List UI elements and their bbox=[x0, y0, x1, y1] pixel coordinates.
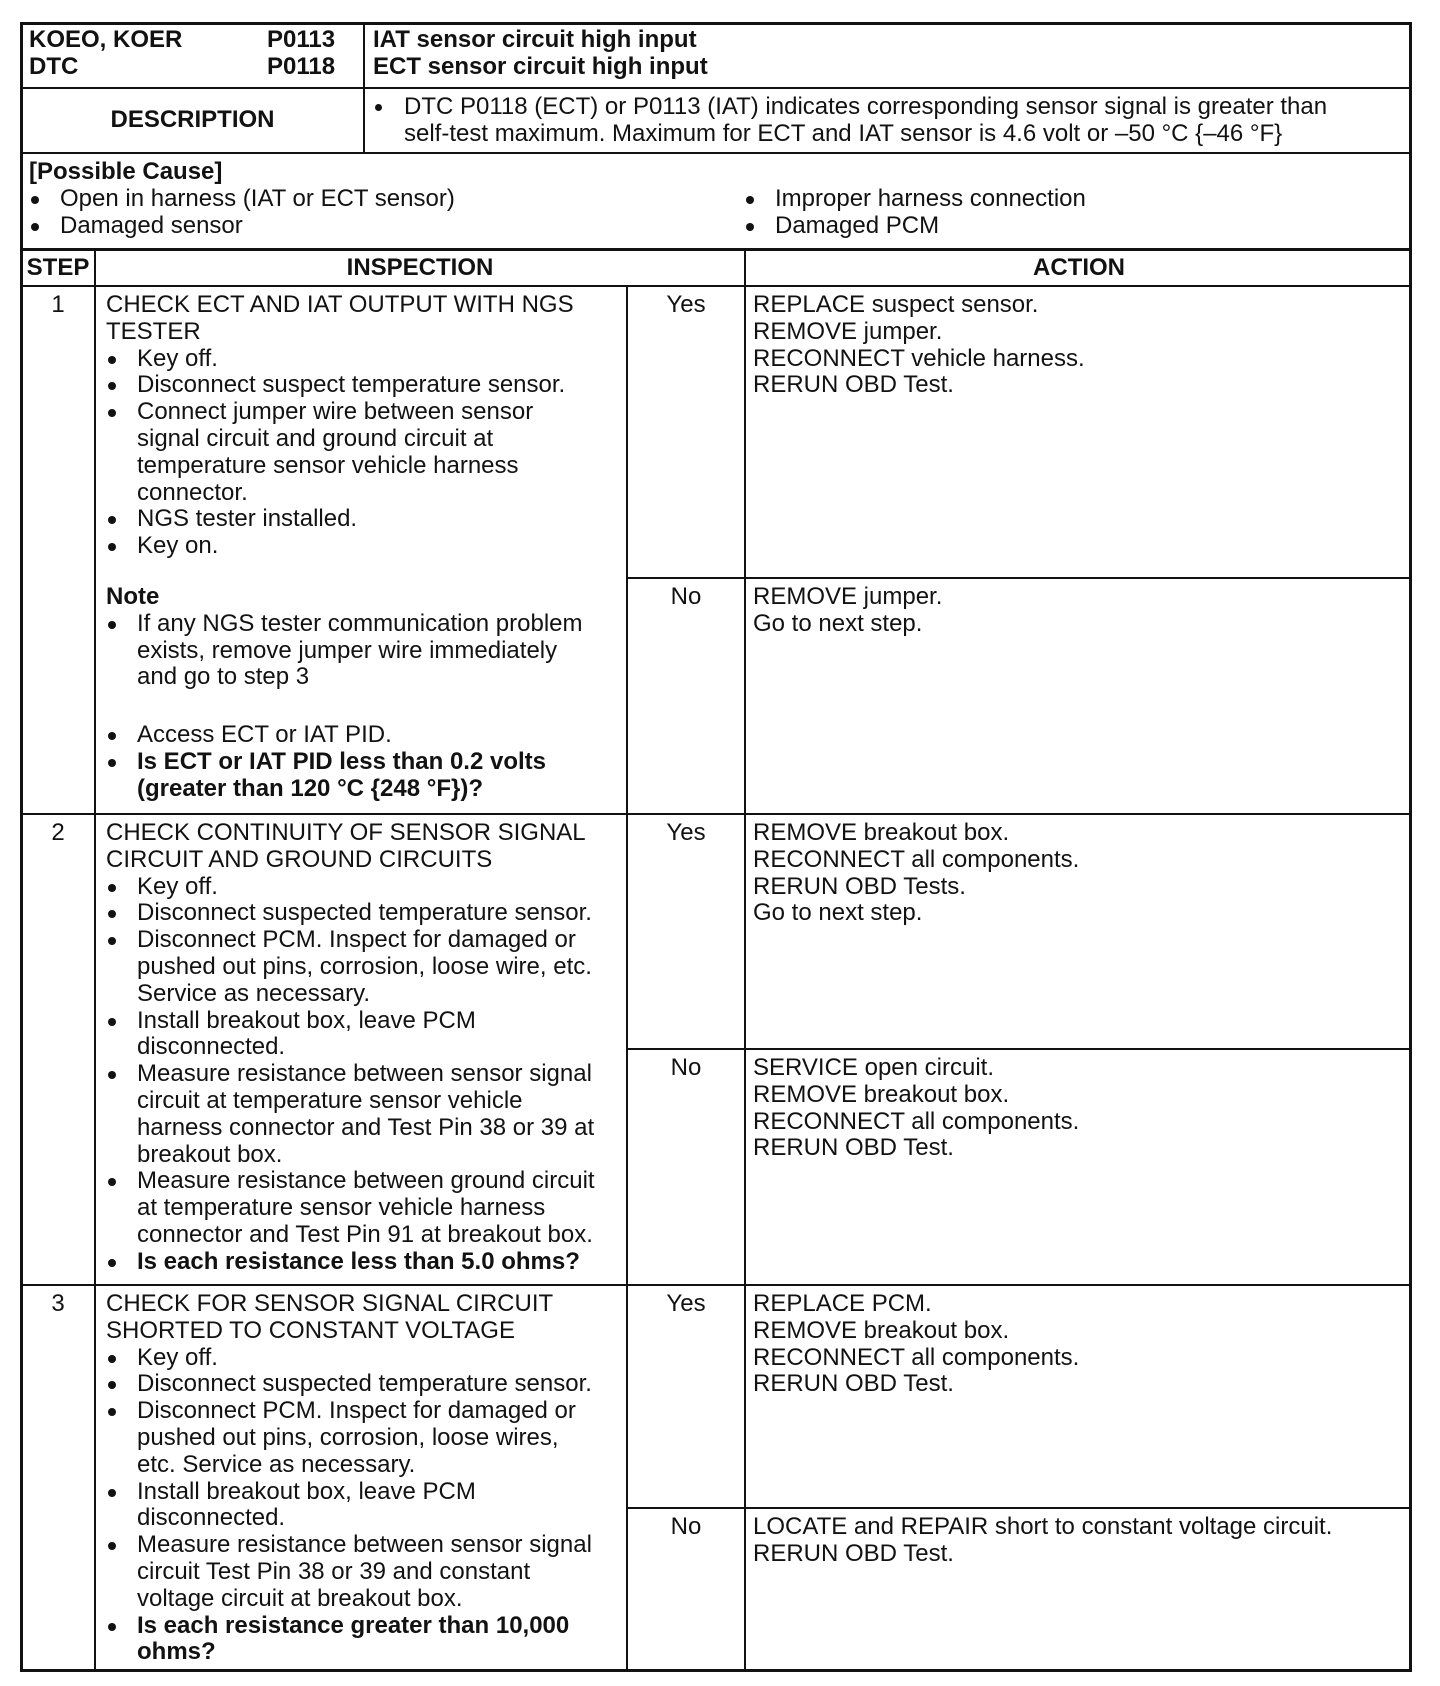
column-header-step bbox=[20, 248, 94, 285]
bullet-icon bbox=[108, 382, 116, 390]
note-item bbox=[106, 611, 626, 691]
bullet-icon bbox=[375, 104, 382, 111]
check-text: Measure resistance between sensor signal bbox=[137, 1060, 592, 1088]
action-line: SERVICE open circuit. bbox=[753, 1054, 994, 1081]
possible-cause-title: [Possible Cause] bbox=[29, 158, 223, 185]
check-text: disconnected. bbox=[137, 1033, 286, 1061]
action-line: Go to next step. bbox=[753, 899, 923, 927]
question-text: ohms? bbox=[137, 1638, 216, 1666]
check-item bbox=[106, 533, 626, 560]
question-text: Is each resistance less than 5.0 ohms? bbox=[137, 1247, 580, 1275]
check-text: temperature sensor vehicle harness bbox=[137, 451, 519, 479]
description-label: DESCRIPTION bbox=[110, 106, 275, 134]
note-text: and go to step 3 bbox=[137, 663, 310, 691]
dtc-label: DTC bbox=[29, 52, 79, 80]
bullet-icon bbox=[746, 223, 754, 231]
step-number: 2 bbox=[51, 819, 65, 846]
question-text: Is ECT or IAT PID less than 0.2 volts bbox=[137, 747, 546, 775]
check-item bbox=[106, 900, 626, 927]
check-item bbox=[106, 346, 626, 373]
bullet-icon bbox=[108, 543, 116, 551]
action-line: RECONNECT all components. bbox=[753, 1107, 1080, 1135]
check-text: Key off. bbox=[137, 344, 218, 372]
cause-text: Damaged PCM bbox=[775, 211, 940, 239]
step-2-no-label-cell bbox=[626, 1048, 744, 1284]
check-text: Key off. bbox=[137, 872, 218, 900]
bullet-icon bbox=[108, 732, 116, 740]
no-label: No bbox=[670, 1054, 702, 1081]
check-text: connector. bbox=[137, 478, 248, 506]
check-text: Measure resistance between ground circuit bbox=[137, 1167, 595, 1195]
action-line: RERUN OBD Test. bbox=[753, 371, 954, 399]
action-line: RECONNECT all components. bbox=[753, 845, 1080, 873]
action-line: REPLACE suspect sensor. bbox=[753, 291, 1039, 318]
bullet-icon bbox=[108, 516, 116, 524]
bullet-icon bbox=[108, 1071, 116, 1079]
step-3-no-action bbox=[744, 1507, 1412, 1672]
check-item bbox=[106, 1061, 626, 1168]
bullet-icon bbox=[108, 884, 116, 892]
note-title: Note bbox=[106, 582, 160, 610]
action-line: RERUN OBD Test. bbox=[753, 1134, 954, 1162]
step-title-line: TESTER bbox=[106, 317, 201, 345]
action-line: RERUN OBD Tests. bbox=[753, 872, 966, 900]
check-text: Connect jumper wire between sensor bbox=[137, 398, 534, 426]
check-item bbox=[106, 1479, 626, 1533]
action-line: Go to next step. bbox=[753, 609, 923, 637]
step-1-no-label-cell bbox=[626, 577, 744, 813]
check-text: breakout box. bbox=[137, 1140, 283, 1168]
action-line: RECONNECT vehicle harness. bbox=[753, 344, 1085, 372]
step-3-yes-action bbox=[744, 1284, 1412, 1507]
yes-label: Yes bbox=[666, 1290, 706, 1317]
dtc-title-ect: ECT sensor circuit high input bbox=[373, 52, 708, 80]
step-3-no-label-cell bbox=[626, 1507, 744, 1672]
check-text: Install breakout box, leave PCM bbox=[137, 1006, 476, 1034]
bullet-icon bbox=[108, 1623, 116, 1631]
list-item bbox=[744, 213, 1086, 240]
check-item bbox=[106, 722, 626, 749]
dtc-title-cell bbox=[363, 22, 1412, 87]
dtc-mode-cell bbox=[20, 22, 363, 87]
check-text: Key on. bbox=[137, 532, 219, 560]
check-item bbox=[106, 506, 626, 533]
check-text: Disconnect PCM. Inspect for damaged or bbox=[137, 1397, 576, 1425]
bullet-icon bbox=[108, 1542, 116, 1550]
check-item bbox=[106, 874, 626, 901]
action-line: RERUN OBD Test. bbox=[753, 1539, 954, 1567]
step-title-line: CHECK CONTINUITY OF SENSOR SIGNAL bbox=[106, 819, 586, 846]
check-text: circuit Test Pin 38 or 39 and constant bbox=[137, 1557, 531, 1585]
bullet-icon bbox=[108, 356, 116, 364]
list-item bbox=[744, 186, 1086, 213]
list-item bbox=[29, 186, 744, 213]
possible-cause-right-list bbox=[744, 186, 1086, 240]
check-item bbox=[106, 1398, 626, 1478]
check-text: Key off. bbox=[137, 1343, 218, 1371]
check-text: Install breakout box, leave PCM bbox=[137, 1477, 476, 1505]
possible-cause-left-list bbox=[29, 186, 744, 240]
bullet-icon bbox=[108, 1355, 116, 1363]
possible-cause-cell bbox=[20, 152, 1412, 248]
check-text: NGS tester installed. bbox=[137, 505, 358, 533]
cause-text: Improper harness connection bbox=[775, 184, 1086, 212]
bullet-icon bbox=[108, 937, 116, 945]
description-bullet bbox=[373, 94, 1412, 148]
check-text: pushed out pins, corrosion, loose wires, bbox=[137, 1423, 559, 1451]
no-label: No bbox=[670, 583, 702, 610]
action-line: REMOVE jumper. bbox=[753, 317, 943, 345]
step-1-yes-label-cell bbox=[626, 285, 744, 577]
yes-label: Yes bbox=[666, 819, 706, 846]
step-2-number-cell bbox=[20, 813, 94, 1284]
bullet-icon bbox=[108, 409, 116, 417]
step-3-yes-label-cell bbox=[626, 1284, 744, 1507]
step-1-number-cell bbox=[20, 285, 94, 813]
list-item bbox=[29, 213, 744, 240]
bullet-icon bbox=[108, 1178, 116, 1186]
step-question bbox=[106, 1613, 626, 1667]
bullet-icon bbox=[108, 910, 116, 918]
no-label: No bbox=[670, 1513, 702, 1540]
action-line: LOCATE and REPAIR short to constant voltage circuit. bbox=[753, 1513, 1333, 1540]
check-text: harness connector and Test Pin 38 or 39 at bbox=[137, 1113, 595, 1141]
step-1-no-action bbox=[744, 577, 1412, 813]
check-text: at temperature sensor vehicle harness bbox=[137, 1194, 546, 1222]
check-item bbox=[106, 927, 626, 1007]
bullet-icon bbox=[108, 759, 116, 767]
step-2-yes-action bbox=[744, 813, 1412, 1048]
check-text: Disconnect suspect temperature sensor. bbox=[137, 371, 566, 399]
step-question bbox=[106, 749, 626, 803]
action-line: REMOVE breakout box. bbox=[753, 819, 1010, 846]
action-line: REMOVE breakout box. bbox=[753, 1080, 1010, 1108]
check-item bbox=[106, 372, 626, 399]
check-item bbox=[106, 1532, 626, 1612]
check-text: Disconnect suspected temperature sensor. bbox=[137, 1370, 592, 1398]
step-3-inspection bbox=[94, 1284, 626, 1672]
check-text: pushed out pins, corrosion, loose wire, etc. bbox=[137, 952, 592, 980]
check-item bbox=[106, 1168, 626, 1248]
description-line: DTC P0118 (ECT) or P0113 (IAT) indicates corresponding sensor signal is greater than bbox=[404, 93, 1328, 120]
step-number: 1 bbox=[51, 291, 65, 318]
action-line: REPLACE PCM. bbox=[753, 1290, 932, 1317]
action-line: REMOVE jumper. bbox=[753, 583, 943, 610]
column-header-step-label: STEP bbox=[26, 253, 90, 281]
step-title-line: CIRCUIT AND GROUND CIRCUITS bbox=[106, 845, 493, 873]
step-question bbox=[106, 1249, 626, 1276]
bullet-icon bbox=[108, 1381, 116, 1389]
note-text: If any NGS tester communication problem bbox=[137, 609, 583, 637]
check-text: connector and Test Pin 91 at breakout box. bbox=[137, 1220, 593, 1248]
step-number: 3 bbox=[51, 1290, 65, 1317]
action-line: REMOVE breakout box. bbox=[753, 1316, 1010, 1344]
step-title-line: CHECK ECT AND IAT OUTPUT WITH NGS bbox=[106, 291, 574, 318]
yes-label: Yes bbox=[666, 291, 706, 318]
question-text: Is each resistance greater than 10,000 bbox=[137, 1611, 570, 1639]
step-2-no-action bbox=[744, 1048, 1412, 1284]
check-text: voltage circuit at breakout box. bbox=[137, 1584, 463, 1612]
mode-label: KOEO, KOER bbox=[29, 26, 183, 53]
check-item bbox=[106, 399, 626, 506]
check-item bbox=[106, 1371, 626, 1398]
bullet-icon bbox=[746, 196, 754, 204]
check-text: disconnected. bbox=[137, 1504, 286, 1532]
cause-text: Open in harness (IAT or ECT sensor) bbox=[60, 184, 455, 212]
check-text: circuit at temperature sensor vehicle bbox=[137, 1086, 523, 1114]
step-1-inspection bbox=[94, 285, 626, 813]
check-text: etc. Service as necessary. bbox=[137, 1450, 416, 1478]
step-2-yes-label-cell bbox=[626, 813, 744, 1048]
check-text: Measure resistance between sensor signal bbox=[137, 1531, 592, 1559]
check-text: Service as necessary. bbox=[137, 979, 370, 1007]
bullet-icon bbox=[108, 1489, 116, 1497]
check-item bbox=[106, 1008, 626, 1062]
description-text-cell bbox=[363, 87, 1412, 152]
action-line: RECONNECT all components. bbox=[753, 1343, 1080, 1371]
bullet-icon bbox=[108, 621, 116, 629]
step-1-yes-action bbox=[744, 285, 1412, 577]
description-line: self-test maximum. Maximum for ECT and IAT sensor is 4.6 volt or –50 °C {–46 °F} bbox=[404, 119, 1283, 147]
bullet-icon bbox=[108, 1259, 116, 1267]
step-title-line: CHECK FOR SENSOR SIGNAL CIRCUIT bbox=[106, 1290, 554, 1317]
check-text: Disconnect PCM. Inspect for damaged or bbox=[137, 926, 576, 954]
question-text: (greater than 120 °C {248 °F})? bbox=[137, 774, 483, 802]
check-text: signal circuit and ground circuit at bbox=[137, 424, 494, 452]
check-text: Disconnect suspected temperature sensor. bbox=[137, 899, 592, 927]
cause-text: Damaged sensor bbox=[60, 211, 243, 239]
check-text: Access ECT or IAT PID. bbox=[137, 721, 392, 749]
check-item bbox=[106, 1345, 626, 1372]
step-title-line: SHORTED TO CONSTANT VOLTAGE bbox=[106, 1316, 515, 1344]
dtc-codes bbox=[267, 27, 335, 81]
step-3-number-cell bbox=[20, 1284, 94, 1672]
bullet-icon bbox=[108, 1408, 116, 1416]
dtc-code-ect: P0118 bbox=[267, 52, 336, 80]
step-2-inspection bbox=[94, 813, 626, 1284]
bullet-icon bbox=[31, 223, 39, 231]
column-header-inspection bbox=[94, 248, 744, 285]
dtc-title-iat: IAT sensor circuit high input bbox=[373, 26, 697, 53]
action-line: RERUN OBD Test. bbox=[753, 1370, 954, 1398]
column-header-action bbox=[744, 248, 1412, 285]
column-header-inspection-label: INSPECTION bbox=[346, 253, 494, 281]
bullet-icon bbox=[31, 196, 39, 204]
bullet-icon bbox=[108, 1018, 116, 1026]
note-text: exists, remove jumper wire immediately bbox=[137, 636, 558, 664]
possible-cause-lists bbox=[29, 186, 1412, 240]
description-label-cell bbox=[20, 87, 363, 152]
column-header-action-label: ACTION bbox=[1033, 253, 1125, 281]
dtc-code-iat: P0113 bbox=[267, 26, 336, 53]
